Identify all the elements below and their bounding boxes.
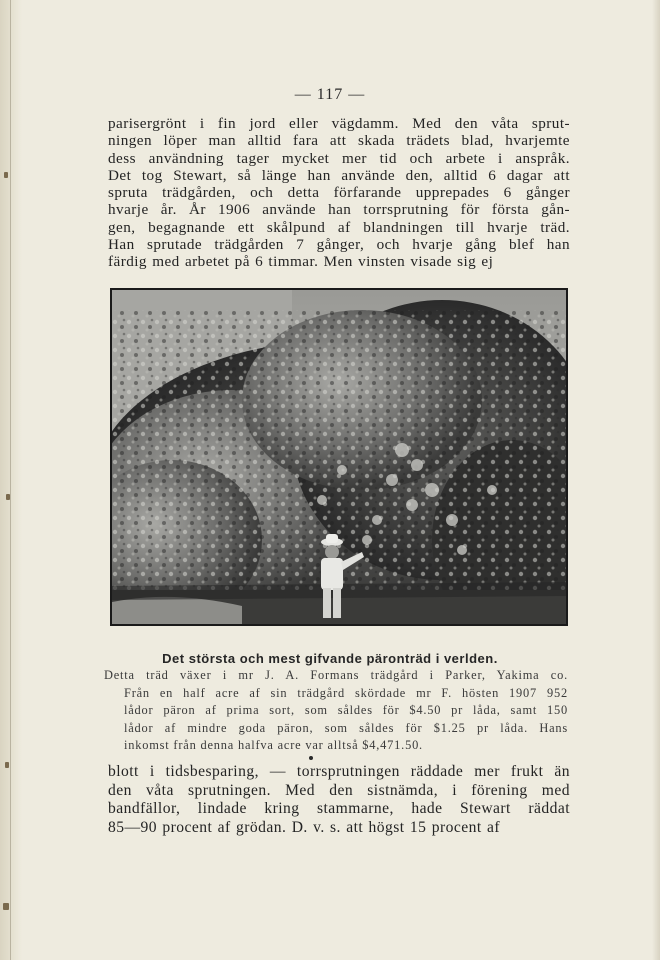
caption-line: inkomst från denna halfva acre var alltså $4,471.50. [124,738,423,752]
bottom-paragraph [108,763,570,838]
binding-fold-line [10,0,11,960]
text-line: Det tog Stewart, så länge han använde den, alltid 6 dagar att [108,166,570,184]
page-number: — 117 — [294,86,366,103]
text-line: färdig med arbetet på 6 timmar. Men vinsten visade sig ej [108,253,494,271]
caption-body [104,667,568,755]
caption-line: Från en half acre af sin trädgård skördade mr F. hösten 1907 952 [124,685,568,700]
top-paragraph [108,115,570,271]
text-line: gen, begagnande ett skålpund af blandningen till hvarje träd. [108,218,570,236]
text-line: parisergrönt i fin jord eller vägdamm. Med den våta sprut- [108,115,570,132]
text-line: spruta trädgården, och detta förfarande upprepades 6 gånger [108,184,570,202]
caption-line: lådor päron af prima sort, som såldes för $4.50 pr låda, samt 150 [124,703,568,717]
binding-stain [5,762,9,768]
text-line: den våta sprutningen. Med den sistnämda, i förening med [108,781,570,799]
text-line: hvarje år. År 1906 använde han torrsprutning för första gån- [108,201,570,219]
ink-speck [309,756,313,760]
binding-stain [3,903,9,910]
caption-line: lådor af mindre goda päron, som såldes för $1.25 pr låda. Hans [124,720,568,735]
binding-stain [6,494,10,500]
text-line: blott i tidsbesparing, — torrsprutningen räddade mer frukt än [108,763,570,780]
text-line: Han sprutade trädgården 7 gånger, och hvarje gång blef han [108,236,570,254]
binding-stain [4,172,8,178]
text-line: ningen löper man alltid fara att skada trädets blad, hvarjemte [108,132,570,150]
page-right-edge [652,0,660,960]
text-line: bandfällor, lindade kring stammarne, hade Stewart räddat [108,800,570,818]
caption-line: Detta träd växer i mr J. A. Formans trädgård i Parker, Yakima co. [104,668,568,682]
text-line: 85—90 procent af grödan. D. v. s. att högst 15 procent af [108,819,501,837]
text-line: dess användning tager mycket mer tid och arbete i anspråk. [108,149,570,167]
pear-tree-photograph [110,288,568,626]
caption-title: Det största och mest gifvande päronträd i verlden. [162,651,498,666]
binding-gutter [0,0,22,960]
